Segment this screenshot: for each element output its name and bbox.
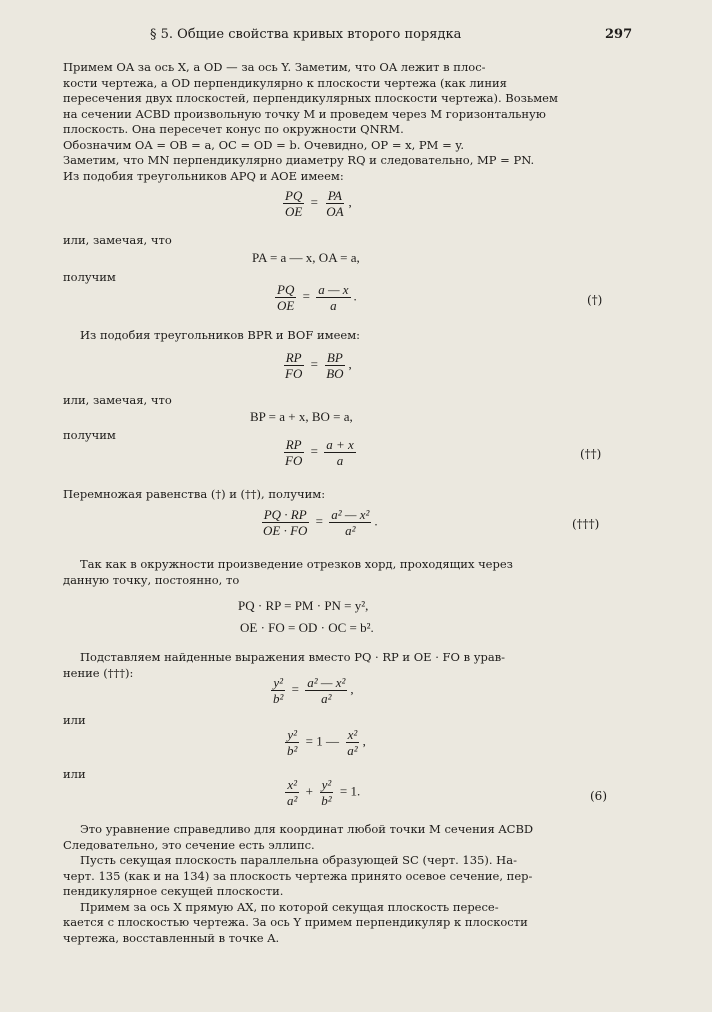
text-line: на сечении ACBD произвольную точку M и проведем через M горизонтальную bbox=[63, 106, 546, 121]
text-line: Примем за ось X прямую AX, по которой секущая плоскость пересе- bbox=[80, 899, 499, 914]
paragraph-setup bbox=[63, 60, 653, 184]
text-word: или bbox=[63, 767, 86, 781]
equation-chord-2: OE · FO = OD · OC = b². bbox=[240, 620, 374, 635]
text-line: Так как в окружности произведение отрезков хорд, проходящих через bbox=[80, 557, 513, 571]
text-line: кости чертежа, а OD перпендикулярно к плоскости чертежа (как линия bbox=[63, 75, 507, 90]
text-line: плоскость. Она пересечет конус по окружности QNRM. bbox=[63, 122, 404, 136]
equation-ellipse-2: $\frac{\text{y²}}{\text{b²}}$ = 1 — $\frac{\text{x²}}{\text{a²}}$ , bbox=[287, 727, 366, 758]
text-line: пендикулярное секущей плоскости. bbox=[63, 884, 284, 898]
text-line: Обозначим OA = OB = a, OC = OD = b. Очевидно, OP = x, PM = y. bbox=[63, 137, 465, 152]
equation-pa: PA = a — x, OA = a, bbox=[252, 250, 360, 265]
text-word: получим bbox=[63, 428, 116, 442]
text-line: Подставляем найденные выражения вместо PQ · RP и OE · FO в урав- bbox=[80, 650, 506, 664]
text-word: или, замечая, что bbox=[63, 393, 172, 407]
text-word: или, замечая, что bbox=[63, 233, 172, 247]
text-line: кается с плоскостью чертежа. За ось Y примем перпендикуляр к плоскости bbox=[63, 915, 528, 929]
text-line: пересечения двух плоскостей, перпендикулярных плоскости чертежа). Возьмем bbox=[63, 91, 558, 105]
running-header: § 5. Общие свойства кривых второго порядка bbox=[150, 27, 462, 42]
paragraph-text: Из подобия треугольников BPR и BOF имеем: bbox=[80, 328, 361, 342]
paragraph-text: Перемножая равенства (†) и (††), получим: bbox=[63, 487, 326, 501]
equation-label: (†††) bbox=[572, 517, 600, 531]
equation-chord-1: PQ · RP = PM · PN = y², bbox=[238, 598, 369, 613]
equation-similarity-2: $\frac{RP}{FO}$ = $\frac{BP}{BO}$ , bbox=[285, 350, 352, 381]
equation-double-dagger: $\frac{RP}{FO}$ = $\frac{a + x}{a}$ bbox=[285, 437, 354, 468]
text-line: Пусть секущая плоскость параллельна образующей SC (черт. 135). На- bbox=[80, 853, 517, 867]
text-line: Заметим, что MN перпендикулярно диаметру RQ и следовательно, MP = PN. bbox=[63, 153, 535, 167]
text-line: Примем OA за ось X, а OD — за ось Y. Заметим, что OA лежит в плос- bbox=[63, 60, 486, 74]
equation-dagger: $\frac{PQ}{OE}$ = $\frac{a — x}{a}$ . bbox=[277, 282, 357, 313]
text-line: Следовательно, это сечение есть эллипс. bbox=[63, 837, 315, 852]
text-line: Это уравнение справедливо для координат любой точки M сечения ACBD bbox=[80, 822, 534, 836]
text-word: получим bbox=[63, 270, 116, 284]
equation-triple-dagger: $\frac{PQ \cdot RP}{OE \cdot FO}$ = $\frac{\text{a² — x²}}{\text{a²}}$ . bbox=[263, 507, 378, 538]
equation-ellipse-canonical: $\frac{\text{x²}}{\text{a²}}$ + $\frac{\text{y²}}{\text{b²}}$ = 1. bbox=[287, 777, 361, 808]
text-word: или bbox=[63, 713, 86, 727]
equation-label: (†) bbox=[587, 293, 603, 307]
text-line: черт. 135 (как и на 134) за плоскость чертежа принято осевое сечение, пер- bbox=[63, 868, 533, 883]
text-line: чертежа, восставленный в точке A. bbox=[63, 930, 280, 945]
equation-bp: BP = a + x, BO = a, bbox=[250, 409, 353, 424]
text-line: Из подобия треугольников APQ и AOE имеем: bbox=[63, 168, 344, 183]
equation-similarity-1: $\frac{PQ}{OE}$ = $\frac{PA}{OA}$ , bbox=[285, 188, 352, 219]
paragraph-final bbox=[63, 822, 533, 946]
text-line: нение (†††): bbox=[63, 665, 134, 680]
equation-label: (††) bbox=[580, 447, 602, 461]
text-line: данную точку, постоянно, то bbox=[63, 572, 240, 587]
paragraph-chords bbox=[63, 557, 513, 588]
equation-label: (6) bbox=[590, 789, 607, 803]
equation-ellipse-1: $\frac{\text{y²}}{\text{b²}}$ = $\frac{\text{a² — x²}}{\text{a²}}$ , bbox=[273, 675, 354, 706]
page-number: 297 bbox=[605, 27, 633, 42]
